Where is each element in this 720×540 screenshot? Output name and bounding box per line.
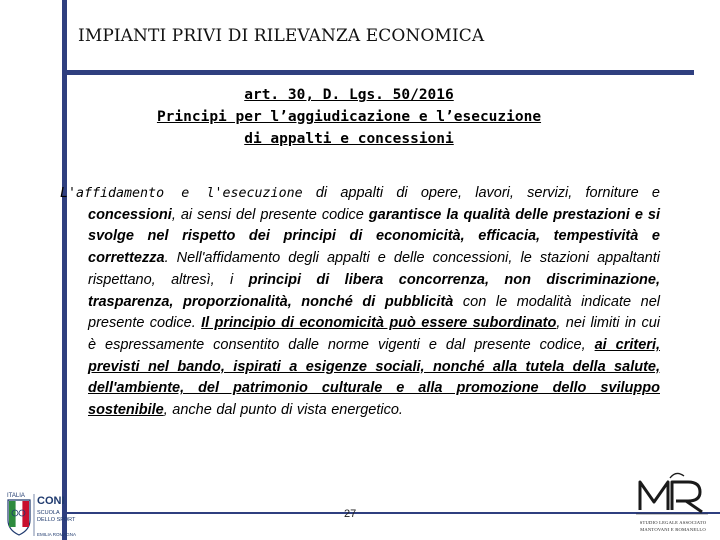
- body-segment-6: . Nell'affidamento degli appalti e delle concessioni, le stazioni appaltanti rispettano, altresì, i: [88, 250, 660, 288]
- body-segment-3: concessioni: [88, 206, 172, 223]
- body-segment-7: principi di libera concorrenza, non discriminazione, trasparenza, proporzionalità, nonché di pubblicità: [88, 271, 660, 310]
- body-paragraph: [60, 183, 660, 422]
- studio-name-line-2: MANTOVANI E ROMANELLO: [640, 527, 706, 532]
- subtitle-line-1: art. 30, D. Lgs. 50/2016: [244, 87, 454, 103]
- flag-red-stripe: [22, 501, 29, 527]
- coni-school-line-1: SCUOLA: [37, 510, 60, 516]
- page-number: 27: [344, 508, 357, 520]
- footer-line: [62, 512, 720, 514]
- body-segment-11: ai criteri, previsti nel bando, ispirati a esigenze sociali, nonché alla tutela della salute, dell'ambiente, del patrimonio culturale e alla promozione dello sviluppo sostenibile: [88, 336, 660, 419]
- studio-name-line-1: STUDIO LEGALE ASSOCIATO: [639, 520, 707, 525]
- coni-country-label: ITALIA: [7, 493, 25, 499]
- body-segment-8: con le modalità indicate nel presente codice.: [88, 293, 660, 332]
- mr-monogram-icon: [636, 473, 708, 514]
- body-segment-10: , nei limiti in cui è espressamente consentito dalle norme vigenti e dal presente codice,: [88, 315, 660, 353]
- coni-region: EMILIA ROMAGNA: [37, 532, 77, 537]
- subtitle: [110, 84, 588, 150]
- studio-logo: [632, 472, 714, 540]
- body-segment-12: , anche dal punto di vista energetico.: [163, 402, 403, 419]
- subtitle-line-3: di appalti e concessioni: [244, 131, 454, 147]
- subtitle-line-2: Principi per l’aggiudicazione e l’esecuzione: [156, 109, 542, 125]
- body-segment-1: L'affidamento e l'esecuzione: [60, 186, 303, 201]
- body-segment-4: , ai sensi del presente codice: [171, 206, 369, 223]
- page-title: IMPIANTI PRIVI DI RILEVANZA ECONOMICA: [78, 26, 485, 46]
- body-segment-9: Il principio di economicità può essere subordinato: [201, 315, 557, 332]
- coni-school-line-2: DELLO SPORT: [37, 517, 76, 523]
- body-segment-5: garantisce la qualità delle prestazioni e si svolge nel rispetto dei principi di economicità, efficacia, tempestività e correttezza: [88, 206, 660, 267]
- coni-logo: [4, 490, 82, 540]
- coni-name: CONI: [37, 495, 65, 507]
- body-segment-2: di appalti di opere, lavori, servizi, forniture e: [302, 185, 660, 201]
- title-underline-bar: [62, 70, 694, 75]
